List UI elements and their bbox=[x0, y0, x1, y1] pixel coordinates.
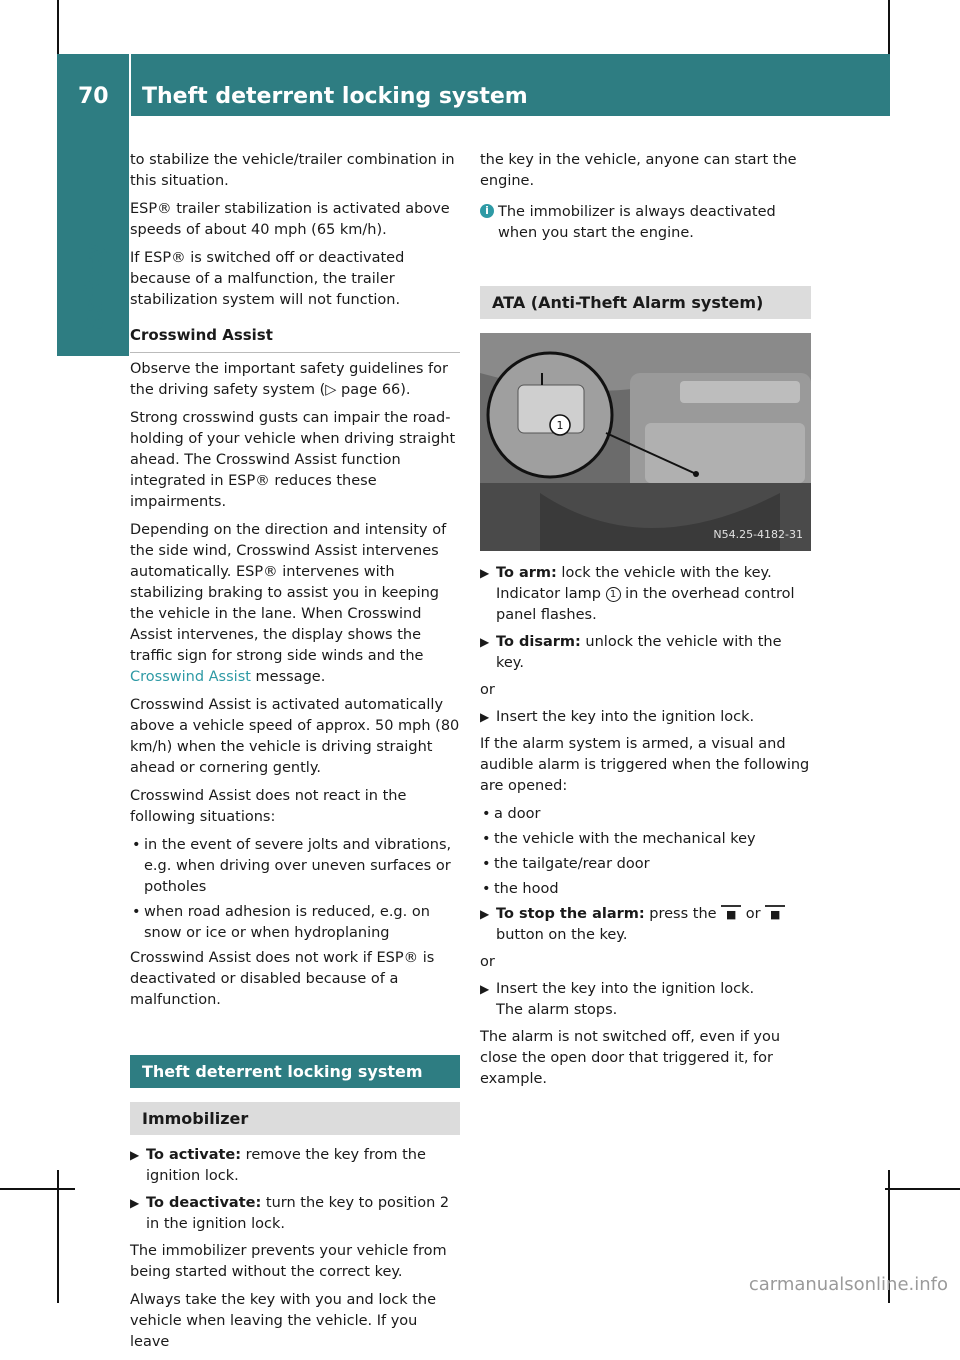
left-column bbox=[130, 150, 460, 1360]
crosswind-heading: Crosswind Assist bbox=[130, 325, 460, 353]
paragraph: Crosswind Assist is activated automatically above a vehicle speed of approx. 50 mph (80 km/h) when the vehicle is driving straight ahead or cornering gently. bbox=[130, 697, 460, 776]
instruction-step bbox=[480, 904, 811, 946]
step-label: To deactivate: bbox=[146, 1195, 262, 1211]
arrow-icon: ▶ bbox=[130, 1196, 140, 1210]
info-note bbox=[480, 202, 811, 244]
step-label: To disarm: bbox=[496, 634, 581, 650]
paragraph: ESP® trailer stabilization is activated above speeds of about 40 mph (65 km/h). bbox=[130, 201, 450, 238]
crop-mark bbox=[888, 0, 890, 54]
bullet-icon: • bbox=[482, 881, 491, 897]
callout-number: 1 bbox=[556, 419, 564, 432]
step-text: or bbox=[741, 906, 766, 922]
arrow-icon: ▶ bbox=[480, 566, 490, 580]
step-text: unlock the vehicle with the key. bbox=[496, 634, 782, 671]
arrow-icon: ▶ bbox=[480, 982, 490, 996]
text: Depending on the direction and intensity of the side wind, Crosswind Assist intervenes automatically. ESP® intervenes with stabilizing braking to assist you in keeping the vehicle in the lane. When Crosswind Assist intervenes, the display shows the traffic sign for strong side winds and the bbox=[130, 522, 447, 664]
crop-mark bbox=[57, 1170, 59, 1303]
unlock-key-icon: ■ bbox=[765, 905, 785, 923]
display-message: Crosswind Assist bbox=[130, 669, 251, 685]
paragraph: Crosswind Assist does not work if ESP® is deactivated or disabled because of a malfunction. bbox=[130, 950, 435, 1008]
paragraph: If ESP® is switched off or deactivated because of a malfunction, the trailer stabilization system will not function. bbox=[130, 250, 405, 308]
arrow-icon: ▶ bbox=[480, 710, 490, 724]
section-heading: Theft deterrent locking system bbox=[130, 1055, 460, 1088]
list-item bbox=[480, 854, 811, 875]
step-text: remove the key from the ignition lock. bbox=[146, 1147, 426, 1184]
step-text: lock the vehicle with the key. Indicator lamp bbox=[496, 565, 772, 602]
list-item-text: when road adhesion is reduced, e.g. on snow or ice or when hydroplaning bbox=[144, 904, 430, 941]
list-item-text: the vehicle with the mechanical key bbox=[494, 831, 756, 847]
figure-code: N54.25-4182-31 bbox=[713, 528, 803, 541]
or-separator: or bbox=[480, 954, 495, 970]
step-label: To activate: bbox=[146, 1147, 242, 1163]
step-text: button on the key. bbox=[496, 927, 628, 943]
overhead-panel-photo bbox=[480, 333, 811, 551]
instruction-step bbox=[480, 979, 811, 1021]
step-label: To arm: bbox=[496, 565, 557, 581]
list-item bbox=[480, 879, 811, 900]
bullet-icon: • bbox=[482, 856, 491, 872]
arrow-icon: ▶ bbox=[130, 1148, 140, 1162]
paragraph: Crosswind Assist does not react in the following situations: bbox=[130, 788, 407, 825]
watermark: carmanualsonline.info bbox=[748, 1274, 948, 1295]
step-text: Insert the key into the ignition lock. bbox=[496, 709, 755, 725]
step-text: Insert the key into the ignition lock. bbox=[496, 981, 755, 997]
instruction-step bbox=[130, 1193, 460, 1235]
arrow-icon: ▶ bbox=[480, 635, 490, 649]
crop-mark bbox=[0, 1188, 75, 1190]
arrow-icon: ▶ bbox=[480, 907, 490, 921]
right-column bbox=[480, 150, 811, 1097]
step-result: The alarm stops. bbox=[496, 1002, 618, 1018]
list-item bbox=[480, 829, 811, 850]
paragraph: the key in the vehicle, anyone can start the engine. bbox=[480, 152, 797, 189]
instruction-step bbox=[480, 563, 811, 626]
paragraph: The immobilizer prevents your vehicle from being started without the correct key. bbox=[130, 1243, 447, 1280]
paragraph: The alarm is not switched off, even if you close the open door that triggered it, for example. bbox=[480, 1029, 781, 1087]
subsection-heading: Immobilizer bbox=[130, 1102, 460, 1135]
crop-mark bbox=[885, 1188, 960, 1190]
list-item-text: the tailgate/rear door bbox=[494, 856, 650, 872]
section-label: Safety bbox=[80, 242, 108, 330]
instruction-step bbox=[130, 1145, 460, 1187]
crop-mark bbox=[57, 0, 59, 54]
header-separator bbox=[129, 54, 131, 116]
subsection-heading: ATA (Anti-Theft Alarm system) bbox=[480, 286, 811, 319]
text: message. bbox=[250, 669, 326, 685]
info-icon: i bbox=[480, 204, 494, 218]
paragraph: If the alarm system is armed, a visual and audible alarm is triggered when the following are opened: bbox=[480, 736, 810, 794]
paragraph: Strong crosswind gusts can impair the road-holding of your vehicle when driving straight ahead. The Crosswind Assist function integrated in ESP® reduces these impairments. bbox=[130, 410, 456, 510]
page-title: Theft deterrent locking system bbox=[142, 84, 528, 109]
step-text: turn the key to position 2 in the ignition lock. bbox=[146, 1195, 450, 1232]
note-text: The immobilizer is always deactivated when you start the engine. bbox=[498, 204, 776, 241]
step-text: press the bbox=[644, 906, 722, 922]
instruction-step bbox=[480, 707, 811, 728]
paragraph: Always take the key with you and lock the vehicle when leaving the vehicle. If you leave bbox=[130, 1292, 437, 1350]
step-label: To stop the alarm: bbox=[496, 906, 645, 922]
step-text: in the overhead control panel flashes. bbox=[496, 586, 795, 623]
bullet-icon: • bbox=[482, 831, 491, 847]
paragraph bbox=[130, 520, 460, 688]
bullet-icon: • bbox=[482, 806, 491, 822]
bullet-icon: • bbox=[132, 904, 141, 920]
instruction-step bbox=[480, 632, 811, 674]
list-item-text: the hood bbox=[494, 881, 559, 897]
overhead-panel-illustration bbox=[480, 333, 811, 551]
or-separator: or bbox=[480, 682, 495, 698]
list-item bbox=[480, 804, 811, 825]
page-number: 70 bbox=[78, 84, 109, 109]
paragraph: to stabilize the vehicle/trailer combination in this situation. bbox=[130, 152, 455, 189]
callout-number: 1 bbox=[606, 587, 621, 602]
paragraph: Observe the important safety guidelines for the driving safety system (▷ page 66). bbox=[130, 361, 448, 398]
list-item bbox=[130, 835, 460, 898]
list-item bbox=[130, 902, 460, 944]
list-item-text: a door bbox=[494, 806, 541, 822]
bullet-icon: • bbox=[132, 837, 141, 853]
lock-key-icon: ■ bbox=[721, 905, 741, 923]
list-item-text: in the event of severe jolts and vibrations, e.g. when driving over uneven surfaces or potholes bbox=[144, 837, 452, 895]
